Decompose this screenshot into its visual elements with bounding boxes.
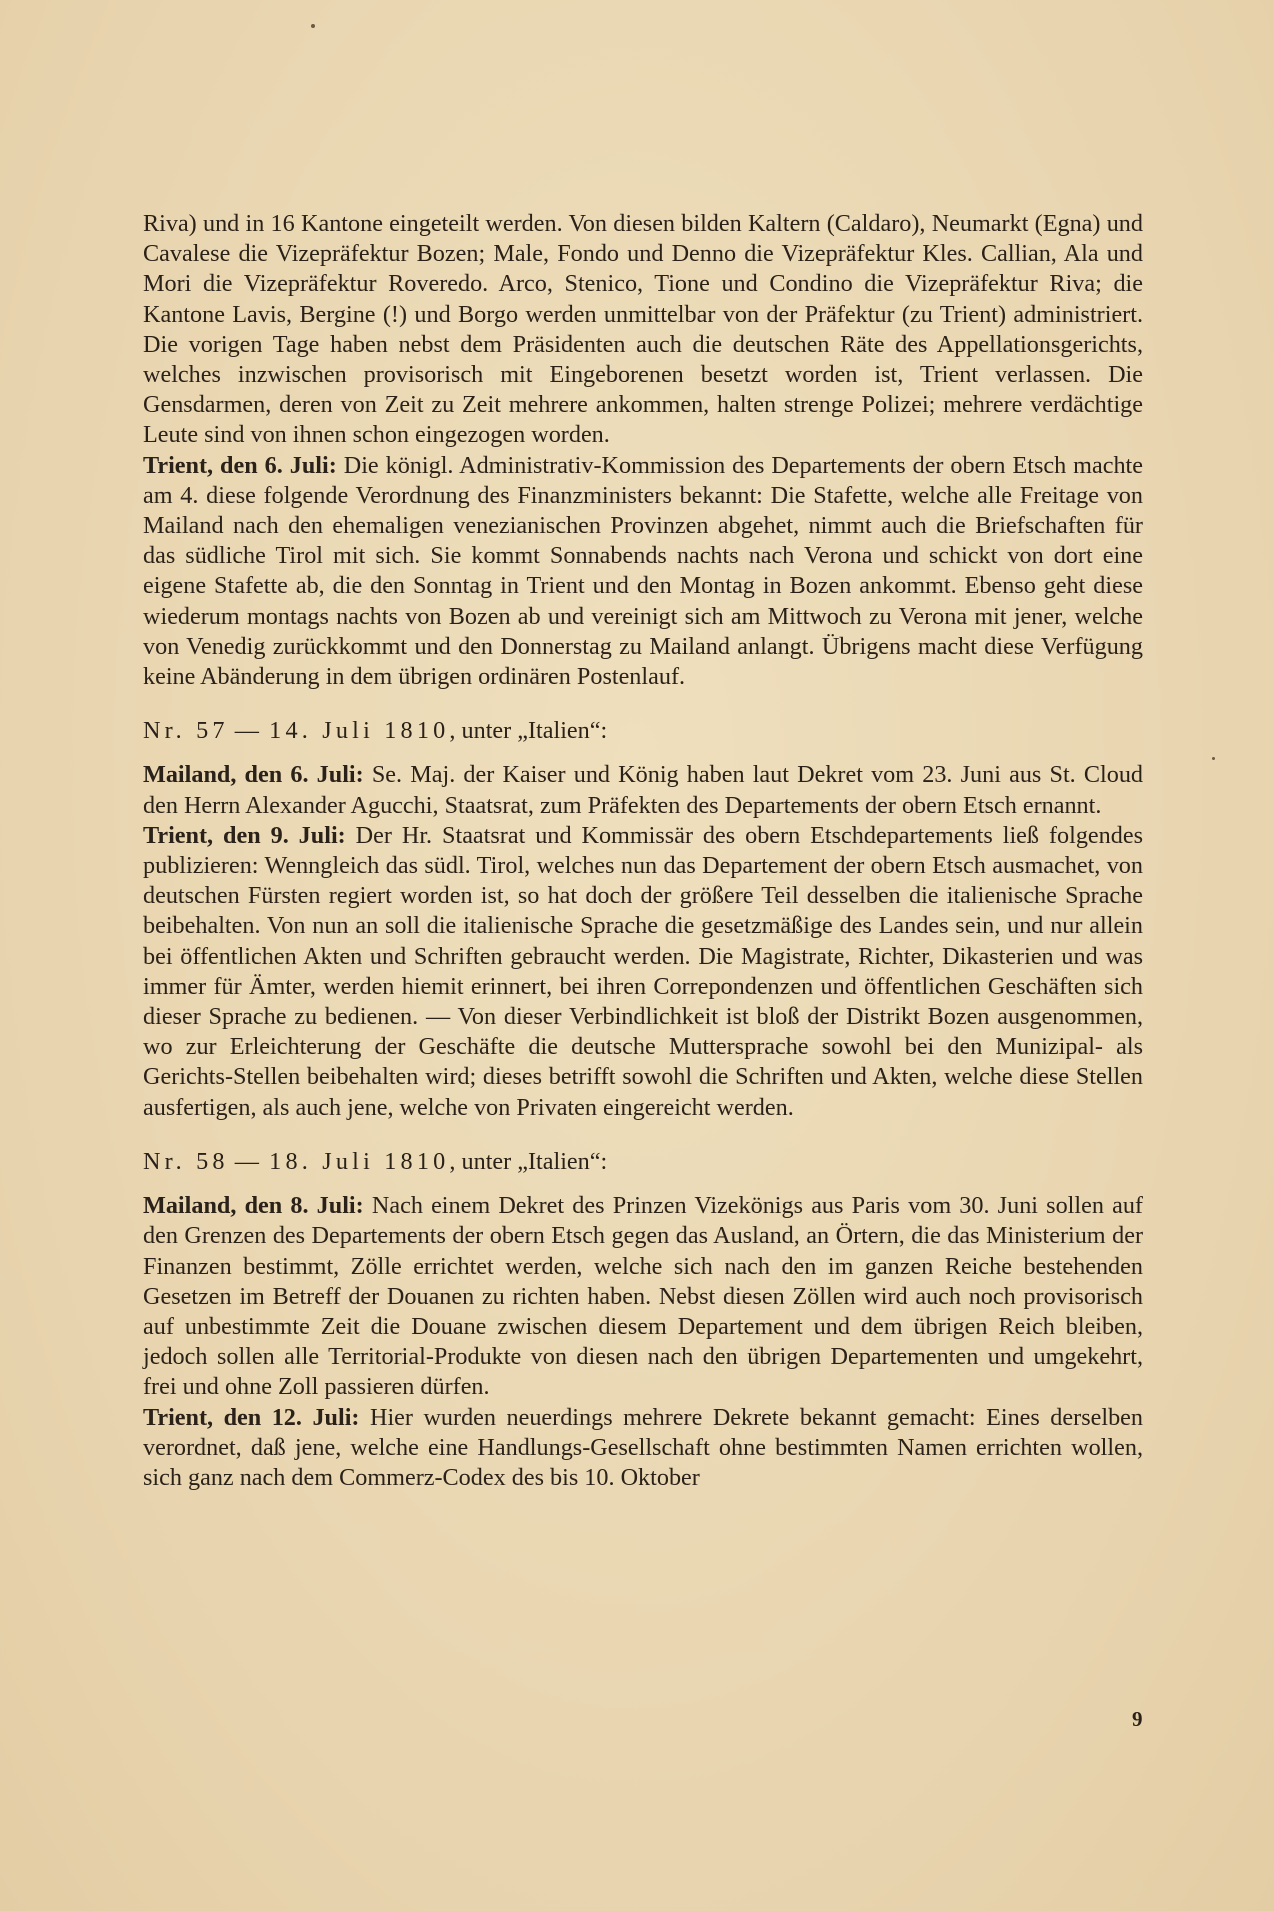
paragraph-lead: Mailand, den 8. Juli: [143, 1192, 364, 1220]
issue-number: Nr. 58 [143, 1147, 229, 1175]
paragraph [143, 821, 1143, 1123]
issue-number: Nr. 57 [143, 717, 229, 745]
print-speck [311, 24, 315, 28]
paragraph-text: Hier wurden neuerdings mehrere Dekrete bekannt gemacht: Eines derselben verordnet, daß jene, welche eine Handlungs-Gesellschaft ohne bestimmten Namen errichten wollen, sich ganz nach dem Commerz-Codex des bis 10. Oktober [143, 1403, 1143, 1491]
paragraph [143, 1403, 1143, 1494]
paragraph [143, 451, 1143, 693]
paragraph-lead: Trient, den 12. Juli: [143, 1403, 360, 1431]
paragraph [143, 760, 1143, 820]
page-number: 9 [1132, 1707, 1143, 1731]
paragraph-lead: Trient, den 6. Juli: [143, 451, 337, 479]
issue-section: , unter „Italien“: [449, 1147, 608, 1175]
paragraph-lead: Mailand, den 6. Juli: [143, 761, 364, 789]
issue-date: 14. Juli 1810 [269, 717, 450, 745]
paragraph-text: Der Hr. Staatsrat und Kommissär des obern Etschdepartements ließ folgendes publizieren: Wenngleich das südl. Tirol, welches nun das Departement der obern Etsch ausmachet, von deutschen Fürsten regiert worden ist, so hat doch der größere Teil desselben die italienische Sprache beibehalten. Von nun an soll die italienische Sprache die gesetzmäßige des Landes sein, und nur allein bei öffentlichen Akten und Schriften gebraucht werden. Die Magistrate, Richter, Dikasterien und was immer für Ämter, werden hiemit erinnert, bei ihren Correpondenzen und öffentlichen Geschäften sich dieser Sprache zu bedienen. — Von dieser Verbindlichkeit ist bloß der Distrikt Bozen ausgenommen, wo zur Erleichterung der Geschäfte die deutsche Muttersprache sowohl bei den Munizipal- als Gerichts-Stellen beibehalten wird; dieses betrifft sowohl die Schriften und Akten, welche diese Stellen ausfertigen, als auch jene, welche von Privaten eingereicht werden. [143, 821, 1143, 1121]
paragraph [143, 209, 1143, 451]
issue-date: 18. Juli 1810 [269, 1147, 450, 1175]
print-speck [1212, 757, 1215, 760]
paragraph-lead: Trient, den 9. Juli: [143, 821, 346, 849]
issue-heading-57: Nr. 57 — 14. Juli 1810, unter „Italien“: [143, 717, 608, 745]
paragraph-text: Se. Maj. der Kaiser und König haben laut Dekret vom 23. Juni aus St. Cloud den Herrn Alexander Agucchi, Staatsrat, zum Präfekten des Departements der obern Etsch ernannt. [143, 761, 1144, 819]
body-text [143, 209, 1143, 1493]
issue-section: , unter „Italien“: [449, 717, 608, 745]
paragraph-text: Nach einem Dekret des Prinzen Vizekönigs aus Paris vom 30. Juni sollen auf den Grenzen des Departements der obern Etsch gegen das Ausland, an Örtern, die das Ministerium der Finanzen bestimmt, Zölle errichtet werden, welche sich nach den im ganzen Reiche bestehenden Gesetzen im Betreff der Douanen zu richten haben. Nebst diesen Zöllen wird auch noch provisorisch auf unbestimmte Zeit die Douane zwischen diesem Departement und dem übrigen Reich bleiben, jedoch sollen alle Territorial-Produkte von diesen nach den übrigen Departementen und umgekehrt, frei und ohne Zoll passieren dürfen. [143, 1192, 1143, 1401]
issue-heading-58: Nr. 58 — 18. Juli 1810, unter „Italien“: [143, 1147, 608, 1175]
paragraph-text: Die königl. Administrativ-Kommission des Departements der obern Etsch machte am 4. diese folgende Verordnung des Finanzministers bekannt: Die Stafette, welche alle Freitage von Mailand nach den ehemaligen venezianischen Provinzen abgehet, nimmt auch die Briefschaften für das südliche Tirol mit sich. Sie kommt Sonnabends nachts nach Verona und schickt von dort eine eigene Stafette ab, die den Sonntag in Trient und den Montag in Bozen ankommt. Ebenso geht diese wiederum montags nachts von Bozen ab und vereinigt sich am Mittwoch zu Verona mit jener, welche von Venedig zurückkommt und den Donnerstag zu Mailand anlangt. Übrigens macht diese Verfügung keine Abänderung in dem übrigen ordinären Postenlauf. [143, 451, 1143, 691]
paragraph [143, 1191, 1143, 1402]
paragraph-text: Riva) und in 16 Kantone eingeteilt werden. Von diesen bilden Kaltern (Caldaro), Neumarkt (Egna) und Cavalese die Vizepräfektur Bozen; Male, Fondo und Denno die Vizepräfektur Kles. Callian, Ala und Mori die Vizepräfektur Roveredo. Arco, Stenico, Tione und Condino die Vizepräfektur Riva; die Kantone Lavis, Bergine (!) und Borgo werden unmittelbar von der Präfektur (zu Trient) administriert. Die vorigen Tage haben nebst dem Präsidenten auch die deutschen Räte des Appellationsgerichts, welches inzwischen provisorisch mit Eingeborenen besetzt worden ist, Trient verlassen. Die Gensdarmen, deren von Zeit zu Zeit mehrere ankommen, halten strenge Polizei; mehrere verdächtige Leute sind von ihnen schon eingezogen worden. [143, 210, 1143, 449]
